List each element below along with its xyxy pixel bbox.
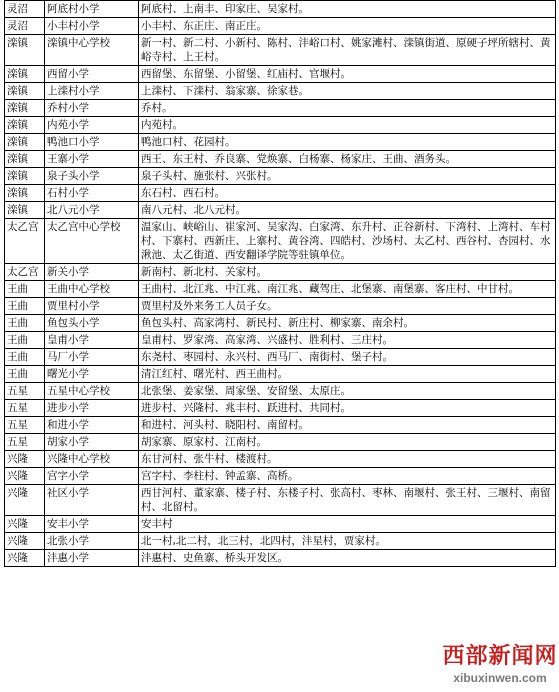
town-cell: 滦镇: [5, 100, 45, 117]
table-row: [5, 185, 556, 202]
town-cell: 滦镇: [5, 202, 45, 219]
town-cell: 王曲: [5, 298, 45, 315]
school-cell: 泉子头小学: [45, 168, 139, 185]
table-row: [5, 366, 556, 383]
area-cell: 上滦村、下滦村、翁家寨、徐家巷。: [139, 83, 556, 100]
school-cell: 贾里村小学: [45, 298, 139, 315]
town-cell: 滦镇: [5, 168, 45, 185]
town-cell: 五星: [5, 400, 45, 417]
school-cell: 沣惠小学: [45, 550, 139, 567]
table-row: [5, 100, 556, 117]
school-cell: 和进小学: [45, 417, 139, 434]
school-cell: 西留小学: [45, 66, 139, 83]
area-cell: 东甘河村、张牛村、楼渡村。: [139, 451, 556, 468]
school-cell: 北张小学: [45, 533, 139, 550]
town-cell: 王曲: [5, 332, 45, 349]
school-cell: 内苑小学: [45, 117, 139, 134]
table-row: [5, 151, 556, 168]
town-cell: 兴隆: [5, 516, 45, 533]
town-cell: 王曲: [5, 349, 45, 366]
table-row: [5, 298, 556, 315]
town-cell: 滦镇: [5, 117, 45, 134]
school-cell: 社区小学: [45, 485, 139, 516]
table-row: [5, 332, 556, 349]
area-cell: 北张堡、姜家堡、周家堡、安留堡、太原庄。: [139, 383, 556, 400]
school-cell: 石村小学: [45, 185, 139, 202]
table-row: [5, 202, 556, 219]
school-cell: 阿底村小学: [45, 1, 139, 18]
table-row: [5, 349, 556, 366]
school-cell: 北八元小学: [45, 202, 139, 219]
town-cell: 兴隆: [5, 468, 45, 485]
school-cell: 宫字小学: [45, 468, 139, 485]
school-cell: 胡家小学: [45, 434, 139, 451]
town-cell: 太乙宫: [5, 264, 45, 281]
table-row: [5, 18, 556, 35]
town-cell: 王曲: [5, 281, 45, 298]
school-cell: 太乙宫中心学校: [45, 219, 139, 264]
area-cell: 新南村、新北村、关家村。: [139, 264, 556, 281]
school-cell: 曙光小学: [45, 366, 139, 383]
area-cell: 阿底村、上南丰、印家庄、吴家村。: [139, 1, 556, 18]
area-cell: 北一村,北二村，北三村，北四村，沣星村，贾家村。: [139, 533, 556, 550]
school-cell: 兴隆中心学校: [45, 451, 139, 468]
school-cell: 新关小学: [45, 264, 139, 281]
area-cell: 泉子头村、施张村、兴张村。: [139, 168, 556, 185]
town-cell: 灵沼: [5, 1, 45, 18]
area-cell: 沣惠村、史鱼寨、桥头开发区。: [139, 550, 556, 567]
school-cell: 五星中心学校: [45, 383, 139, 400]
area-cell: 小丰村、东正庄、南正庄。: [139, 18, 556, 35]
school-cell: 上滦村小学: [45, 83, 139, 100]
area-cell: 东石村、西石村。: [139, 185, 556, 202]
school-cell: 小丰村小学: [45, 18, 139, 35]
town-cell: 滦镇: [5, 185, 45, 202]
area-cell: 内苑村。: [139, 117, 556, 134]
school-cell: 鱼包头小学: [45, 315, 139, 332]
area-cell: 西王、东王村、乔良寨、党焕寨、白杨寨、杨家庄、王曲、酒务头。: [139, 151, 556, 168]
town-cell: 五星: [5, 434, 45, 451]
area-cell: 鱼包头村、高家湾村、新民村、新庄村、柳家寨、南余村。: [139, 315, 556, 332]
town-cell: 滦镇: [5, 83, 45, 100]
table-row: [5, 219, 556, 264]
area-cell: 贾里村及外来务工人员子女。: [139, 298, 556, 315]
school-cell: 安丰小学: [45, 516, 139, 533]
watermark-name: 西部新闻网: [442, 643, 558, 669]
table-row: [5, 468, 556, 485]
area-cell: 清江红村、曙光村、西王曲村。: [139, 366, 556, 383]
area-cell: 宫字村、李柱村、钟孟寨、高桥。: [139, 468, 556, 485]
school-cell: 乔村小学: [45, 100, 139, 117]
table-row: [5, 451, 556, 468]
town-cell: 王曲: [5, 315, 45, 332]
town-cell: 兴隆: [5, 485, 45, 516]
table-row: [5, 533, 556, 550]
town-cell: 兴隆: [5, 533, 45, 550]
town-cell: 太乙宫: [5, 219, 45, 264]
school-cell: 马厂小学: [45, 349, 139, 366]
table-row: [5, 383, 556, 400]
table-row: [5, 485, 556, 516]
table-row: [5, 117, 556, 134]
table-row: [5, 35, 556, 66]
town-cell: 灵沼: [5, 18, 45, 35]
school-cell: 进步小学: [45, 400, 139, 417]
town-cell: 王曲: [5, 366, 45, 383]
watermark-url: xibuxinwen.com: [453, 671, 547, 685]
area-cell: 安丰村: [139, 516, 556, 533]
area-cell: 南八元村、北八元村。: [139, 202, 556, 219]
table-row: [5, 550, 556, 567]
area-cell: 东尧村、枣园村、永兴村、西马厂、南街村、堡子村。: [139, 349, 556, 366]
school-cell: 鸭池口小学: [45, 134, 139, 151]
town-cell: 滦镇: [5, 66, 45, 83]
area-cell: 和进村、河头村、晓阳村、南留村。: [139, 417, 556, 434]
table-row: [5, 1, 556, 18]
site-watermark: [441, 640, 559, 692]
town-cell: 五星: [5, 383, 45, 400]
area-cell: 西留堡、东留堡、小留堡、红庙村、官堰村。: [139, 66, 556, 83]
school-cell: 王寨小学: [45, 151, 139, 168]
table-row: [5, 66, 556, 83]
area-cell: 鸭池口村、花园村。: [139, 134, 556, 151]
table-row: [5, 264, 556, 281]
table-row: [5, 516, 556, 533]
area-cell: 新一村、新二村、小新村、陈村、沣峪口村、姚家滩村、滦镇街道、原硬子坪所辖村、黄峪寺村、上王村。: [139, 35, 556, 66]
table-row: [5, 168, 556, 185]
table-row: [5, 83, 556, 100]
school-cell: 王曲中心学校: [45, 281, 139, 298]
table-row: [5, 134, 556, 151]
area-cell: 温家山、峡峪山、崔家河、吴家沟、白家湾、东升村、正谷新村、下湾村、上湾村、车村村、下寨村、西新庄、上寨村、黄谷湾、四皓村、沙场村、太乙村、西谷村、杏园村、水湫池、太乙街道、西安翻译学院等驻镇单位。: [139, 219, 556, 264]
table-row: [5, 281, 556, 298]
area-cell: 乔村。: [139, 100, 556, 117]
table-body: [5, 1, 556, 567]
school-cell: 皇甫小学: [45, 332, 139, 349]
area-cell: 胡家寨、原家村、江南村。: [139, 434, 556, 451]
town-cell: 兴隆: [5, 550, 45, 567]
area-cell: 西甘河村、董家寨、楼子村、东楼子村、张高村、枣林、南堰村、张王村、三堰村、南留村、北留村。: [139, 485, 556, 516]
town-cell: 五星: [5, 417, 45, 434]
school-cell: 滦镇中心学校: [45, 35, 139, 66]
town-cell: 兴隆: [5, 451, 45, 468]
table-row: [5, 434, 556, 451]
school-district-table: [4, 0, 556, 567]
town-cell: 滦镇: [5, 134, 45, 151]
town-cell: 滦镇: [5, 35, 45, 66]
area-cell: 进步村、兴隆村、兆丰村、跃进村、共同村。: [139, 400, 556, 417]
area-cell: 皇甫村、罗家湾、高家湾、兴盛村、胜利村、三庄村。: [139, 332, 556, 349]
area-cell: 王曲村、北江兆、中江兆、南江兆、藏驾庄、北堡寨、南堡寨、客庄村、中甘村。: [139, 281, 556, 298]
table-row: [5, 315, 556, 332]
table-row: [5, 417, 556, 434]
table-row: [5, 400, 556, 417]
town-cell: 滦镇: [5, 151, 45, 168]
